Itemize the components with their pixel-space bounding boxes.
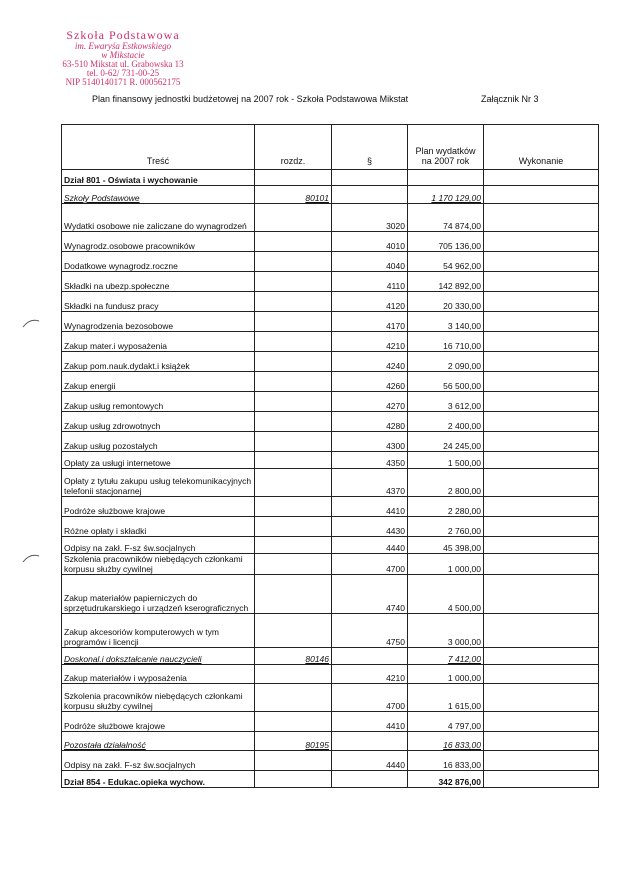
row-plan-amount: 2 090,00 [408,352,484,372]
row-execution [484,292,599,312]
row-rozdzial [255,497,332,517]
table-row [62,186,599,204]
row-execution [484,392,599,412]
financial-plan-table [61,124,599,788]
row-plan-amount: 2 280,00 [408,497,484,517]
row-description: Zakup energii [62,372,255,392]
row-plan-amount: 20 330,00 [408,292,484,312]
row-execution [484,771,599,788]
row-rozdzial [255,204,332,232]
row-description: Podróże służbowe krajowe [62,497,255,517]
row-rozdzial [255,352,332,372]
row-paragraph: 4110 [332,272,408,292]
table-row [62,469,599,497]
punch-hole-mark-icon [22,553,40,563]
table-row [62,665,599,684]
row-rozdzial [255,771,332,788]
row-paragraph: 4010 [332,232,408,252]
row-rozdzial [255,575,332,614]
table-row [62,232,599,252]
stamp-line-6: NIP 5140140171 R. 000562175 [65,77,181,87]
header-execution: Wykonanie [484,125,599,170]
row-description: Wydatki osobowe nie zaliczane do wynagrodzeń [62,204,255,232]
row-paragraph: 4440 [332,751,408,771]
row-description: Doskonal.i dokształcanie nauczycieli [62,648,255,665]
row-paragraph: 4370 [332,469,408,497]
row-description: Podróże służbowe krajowe [62,712,255,732]
row-description: Opłaty z tytułu zakupu usług telekomunikacyjnych telefonii stacjonarnej [62,469,255,497]
row-execution [484,312,599,332]
row-plan-amount: 2 760,00 [408,517,484,537]
row-execution [484,412,599,432]
stamp-line-4: 63-510 Mikstat ul. Grabowska 13 [62,59,184,69]
page-title: Plan finansowy jednostki budżetowej na 2007 rok - Szkoła Podstawowa Mikstat [92,94,409,104]
table-row [62,452,599,469]
row-plan-amount: 2 800,00 [408,469,484,497]
annex-label: Załącznik Nr 3 [481,94,539,104]
punch-hole-mark-icon [22,318,40,328]
row-paragraph: 4410 [332,497,408,517]
row-plan-amount: 3 612,00 [408,392,484,412]
row-description: Odpisy na zakł. F-sz św.socjalnych [62,537,255,554]
row-rozdzial [255,432,332,452]
row-paragraph [332,186,408,204]
row-rozdzial [255,554,332,575]
row-execution [484,537,599,554]
table-row [62,684,599,712]
row-rozdzial [255,517,332,537]
row-description: Zakup pom.nauk.dydakt.i książek [62,352,255,372]
row-plan-amount: 1 000,00 [408,554,484,575]
table-row [62,648,599,665]
row-rozdzial [255,684,332,712]
table-row [62,517,599,537]
row-paragraph: 3020 [332,204,408,232]
row-plan-amount: 142 892,00 [408,272,484,292]
row-execution [484,372,599,392]
row-execution [484,170,599,186]
row-paragraph: 4170 [332,312,408,332]
row-plan-amount: 4 797,00 [408,712,484,732]
row-rozdzial: 80101 [255,186,332,204]
row-execution [484,252,599,272]
row-plan-amount: 1 000,00 [408,665,484,684]
row-plan-amount: 3 000,00 [408,614,484,648]
row-plan-amount: 16 833,00 [408,732,484,751]
row-description: Zakup akcesoriów komputerowych w tym programów i licencji [62,614,255,648]
row-description: Szkoły Podstawowe [62,186,255,204]
table-row [62,252,599,272]
row-execution [484,751,599,771]
row-description: Zakup mater.i wyposażenia [62,332,255,352]
row-plan-amount: 705 136,00 [408,232,484,252]
row-paragraph: 4120 [332,292,408,312]
table-row [62,712,599,732]
table-row [62,332,599,352]
row-execution [484,732,599,751]
row-description: Zakup materiałów papierniczych do sprzętudrukarskiego i urządzeń kserograficznych [62,575,255,614]
row-plan-amount: 2 400,00 [408,412,484,432]
row-execution [484,452,599,469]
row-plan-amount: 24 245,00 [408,432,484,452]
row-execution [484,352,599,372]
stamp-line-2: im. Ewaryśa Estkowskiego [74,41,172,51]
row-rozdzial [255,392,332,412]
row-rozdzial [255,170,332,186]
row-rozdzial [255,665,332,684]
row-description: Składki na fundusz pracy [62,292,255,312]
row-description: Składki na ubezp.społeczne [62,272,255,292]
row-description: Opłaty za usługi internetowe [62,452,255,469]
row-rozdzial [255,469,332,497]
row-rozdzial [255,272,332,292]
row-execution [484,186,599,204]
row-description: Różne opłaty i składki [62,517,255,537]
table-row [62,352,599,372]
row-rozdzial [255,252,332,272]
row-description: Zakup usług zdrowotnych [62,412,255,432]
row-description: Szkolenia pracowników niebędących członkami korpusu służby cywilnej [62,684,255,712]
row-execution [484,684,599,712]
row-description: Dział 801 - Oświata i wychowanie [62,170,255,186]
row-plan-amount: 3 140,00 [408,312,484,332]
row-execution [484,712,599,732]
row-plan-amount: 1 500,00 [408,452,484,469]
row-description: Pozostała działalność [62,732,255,751]
row-execution [484,665,599,684]
table-row [62,554,599,575]
row-paragraph: 4410 [332,712,408,732]
row-description: Zakup usług pozostałych [62,432,255,452]
row-rozdzial [255,412,332,432]
row-execution [484,432,599,452]
row-plan-amount: 16 833,00 [408,751,484,771]
header-plan: Plan wydatków na 2007 rok [408,125,484,170]
table-row [62,392,599,412]
row-paragraph [332,648,408,665]
row-description: Dział 854 - Edukac.opieka wychow. [62,771,255,788]
row-paragraph: 4740 [332,575,408,614]
row-rozdzial [255,452,332,469]
row-plan-amount: 1 615,00 [408,684,484,712]
row-description: Dodatkowe wynagrodz.roczne [62,252,255,272]
row-paragraph: 4270 [332,392,408,412]
row-description: Odpisy na zakł. F-sz św.socjalnych [62,751,255,771]
row-paragraph [332,170,408,186]
row-execution [484,614,599,648]
row-paragraph: 4210 [332,332,408,352]
table-row [62,272,599,292]
row-execution [484,232,599,252]
row-paragraph [332,732,408,751]
table-row [62,412,599,432]
stamp-line-3: w Mikstacie [101,50,145,60]
row-paragraph: 4240 [332,352,408,372]
table-header-row [62,125,599,170]
header-desc: Treść [62,125,255,170]
row-execution [484,497,599,517]
row-rozdzial: 80195 [255,732,332,751]
stamp-line-5: tel. 0-62/ 731-00-25 [86,68,160,78]
row-paragraph: 4260 [332,372,408,392]
row-execution [484,554,599,575]
table-row [62,771,599,788]
row-rozdzial [255,292,332,312]
row-paragraph: 4700 [332,554,408,575]
row-paragraph: 4700 [332,684,408,712]
table-row [62,614,599,648]
table-row [62,537,599,554]
row-rozdzial [255,751,332,771]
table-row [62,751,599,771]
row-rozdzial [255,332,332,352]
stamp-line-1: Szkoła Podstawowa [66,28,180,42]
row-paragraph: 4040 [332,252,408,272]
school-stamp [38,29,208,87]
row-execution [484,469,599,497]
table-row [62,204,599,232]
row-description: Szkolenia pracowników niebędących członkami korpusu służby cywilnej [62,554,255,575]
row-paragraph: 4750 [332,614,408,648]
row-plan-amount [408,170,484,186]
table-row [62,432,599,452]
table-row [62,372,599,392]
row-plan-amount: 4 500,00 [408,575,484,614]
row-paragraph: 4440 [332,537,408,554]
table-row [62,497,599,517]
row-paragraph [332,771,408,788]
row-description: Zakup materiałów i wyposażenia [62,665,255,684]
table-row [62,292,599,312]
row-rozdzial [255,312,332,332]
table-row [62,170,599,186]
table-row [62,732,599,751]
row-paragraph: 4280 [332,412,408,432]
row-execution [484,648,599,665]
row-execution [484,272,599,292]
row-paragraph: 4300 [332,432,408,452]
row-rozdzial [255,614,332,648]
row-plan-amount: 1 170 129,00 [408,186,484,204]
row-rozdzial [255,537,332,554]
row-rozdzial: 80146 [255,648,332,665]
header-paragraph: § [332,125,408,170]
row-plan-amount: 74 874,00 [408,204,484,232]
row-description: Wynagrodz.osobowe pracowników [62,232,255,252]
table-row [62,312,599,332]
row-paragraph: 4210 [332,665,408,684]
row-plan-amount: 342 876,00 [408,771,484,788]
row-paragraph: 4350 [332,452,408,469]
row-rozdzial [255,372,332,392]
row-execution [484,332,599,352]
row-plan-amount: 7 412,00 [408,648,484,665]
row-plan-amount: 45 398,00 [408,537,484,554]
row-execution [484,204,599,232]
table-row [62,575,599,614]
row-description: Wynagrodzenia bezosobowe [62,312,255,332]
row-execution [484,517,599,537]
row-paragraph: 4430 [332,517,408,537]
row-execution [484,575,599,614]
row-plan-amount: 54 962,00 [408,252,484,272]
row-rozdzial [255,712,332,732]
header-rozdz: rozdz. [255,125,332,170]
row-rozdzial [255,232,332,252]
table-body [62,170,599,788]
row-plan-amount: 16 710,00 [408,332,484,352]
row-description: Zakup usług remontowych [62,392,255,412]
row-plan-amount: 56 500,00 [408,372,484,392]
